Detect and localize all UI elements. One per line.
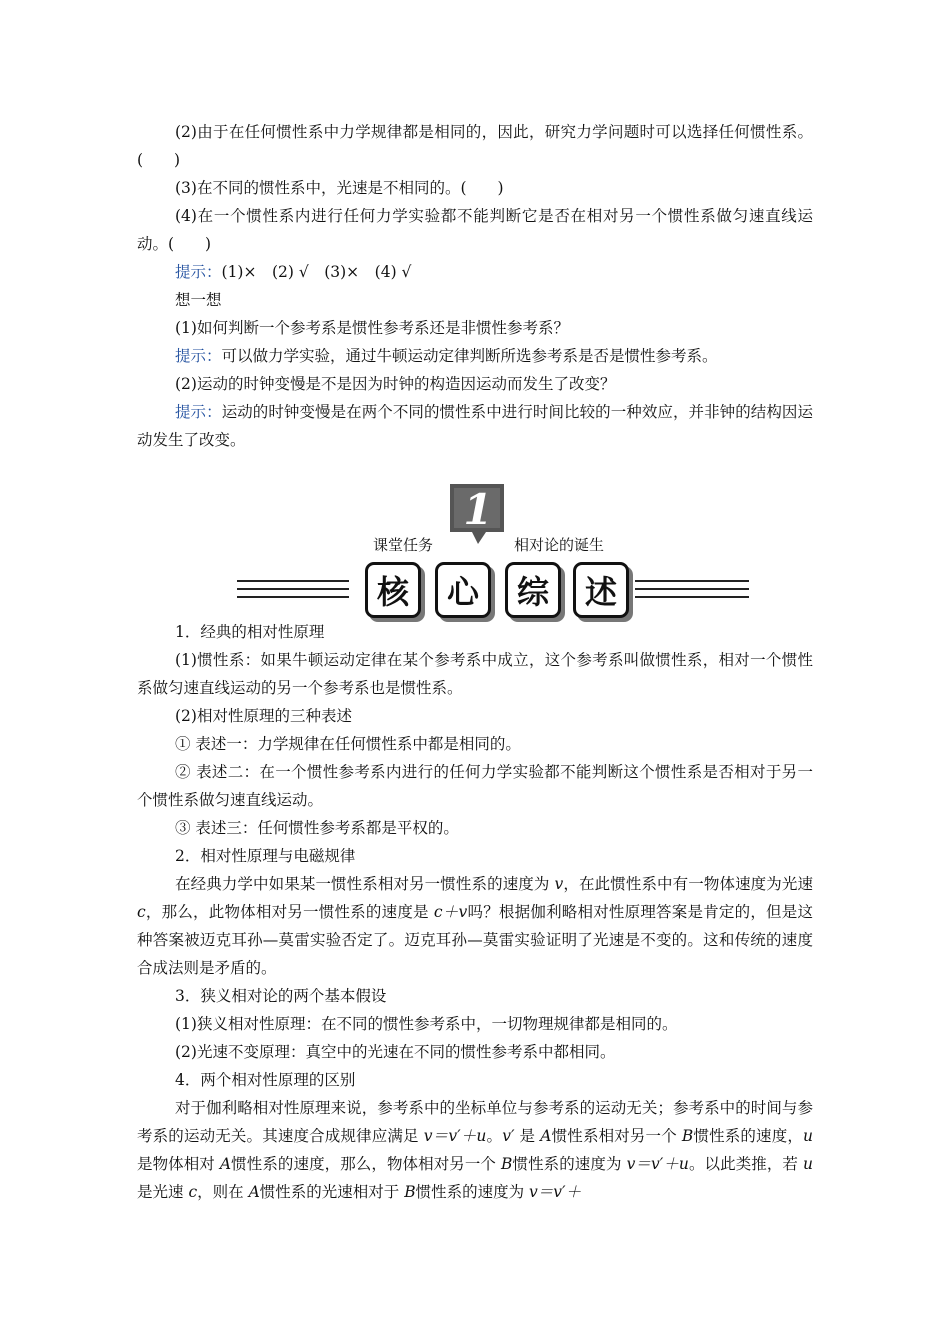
tip-answers: 提示：(1)× (2) √ (3)× (4) √ bbox=[175, 263, 412, 281]
section-1-title: 1．经典的相对性原理 bbox=[175, 623, 325, 641]
section-banner bbox=[237, 484, 749, 624]
question-4: (4)在一个惯性系内进行任何力学实验都不能判断它是否在相对另一个惯性系做匀速直线运动。( ) bbox=[137, 207, 813, 253]
question-3: (3)在不同的惯性系中，光速是不相同的。( ) bbox=[175, 179, 504, 197]
section-4-paragraph: 对于伽利略相对性原理来说，参考系中的坐标单位与参考系的运动无关；参考系中的时间与参考系的运动无关。其速度合成规律应满足 v＝v′＋u。v′ 是 A惯性系相对另一个 B惯性系的速度，u是物体相对 A惯性系的速度，那么，物体相对另一个 B惯性系的速度为 v＝v′＋u。以此类推，若 u是光速 c，则在 A惯性系的光速相对于 B惯性系的速度为 v＝v′＋ bbox=[137, 1099, 814, 1201]
think-heading: 想一想 bbox=[175, 291, 222, 309]
title-tile: 心 bbox=[435, 562, 491, 618]
section-1-paragraph: ① 表述一：力学规律在任何惯性系中都是相同的。 bbox=[175, 735, 521, 753]
left-rule bbox=[237, 580, 349, 582]
tip-label: 提示： bbox=[175, 403, 222, 421]
section-1-paragraph: ③ 表述三：任何惯性参考系都是平权的。 bbox=[175, 819, 459, 837]
right-rule bbox=[635, 580, 749, 582]
number-badge-icon bbox=[442, 484, 514, 550]
section-3-paragraph: (2)光速不变原理：真空中的光速在不同的惯性参考系中都相同。 bbox=[175, 1043, 616, 1061]
section-1-paragraph: (1)惯性系：如果牛顿运动定律在某个参考系中成立，这个参考系叫做惯性系，相对一个惯性系做匀速直线运动的另一个参考系也是惯性系。 bbox=[137, 651, 813, 697]
right-rule bbox=[635, 596, 749, 598]
banner-left-label: 课堂任务 bbox=[373, 536, 434, 554]
right-rule bbox=[635, 588, 749, 590]
badge-number: 1 bbox=[463, 485, 493, 534]
tip-label: 提示： bbox=[175, 347, 222, 365]
think-question-1: (1)如何判断一个参考系是惯性参考系还是非惯性参考系？ bbox=[175, 319, 569, 337]
section-3-title: 3．狭义相对论的两个基本假设 bbox=[175, 987, 387, 1005]
banner-right-label: 相对论的诞生 bbox=[514, 536, 605, 554]
section-2-title: 2．相对性原理与电磁规律 bbox=[175, 847, 356, 865]
title-tile: 综 bbox=[505, 562, 561, 618]
section-1-paragraph: ② 表述二：在一个惯性参考系内进行的任何力学实验都不能判断这个惯性系是否相对于另一个惯性系做匀速直线运动。 bbox=[137, 763, 813, 809]
section-1-paragraph: (2)相对性原理的三种表述 bbox=[175, 707, 352, 725]
left-rule bbox=[237, 596, 349, 598]
think-answer-1: 提示：可以做力学实验，通过牛顿运动定律判断所选参考系是否是惯性参考系。 bbox=[175, 347, 718, 365]
question-2: (2)由于在任何惯性系中力学规律都是相同的，因此，研究力学问题时可以选择任何惯性系。( ) bbox=[137, 123, 813, 169]
tip-label: 提示： bbox=[175, 263, 222, 281]
section-2-paragraph: 在经典力学中如果某一惯性系相对另一惯性系的速度为 v，在此惯性系中有一物体速度为光速 c，那么，此物体相对另一惯性系的速度是 c＋v吗？根据伽利略相对性原理答案是肯定的，但是这种答案被迈克耳孙—莫雷实验否定了。迈克耳孙—莫雷实验证明了光速是不变的。这和传统的速度合成法则是矛盾的。 bbox=[137, 875, 813, 977]
title-tile: 核 bbox=[365, 562, 421, 618]
think-question-2: (2)运动的时钟变慢是不是因为时钟的构造因运动而发生了改变？ bbox=[175, 375, 616, 393]
left-rule bbox=[237, 588, 349, 590]
think-answer-2: 提示：运动的时钟变慢是在两个不同的惯性系中进行时间比较的一种效应，并非钟的结构因运动发生了改变。 bbox=[137, 403, 813, 449]
section-4-title: 4．两个相对性原理的区别 bbox=[175, 1071, 356, 1089]
title-tile: 述 bbox=[573, 562, 629, 618]
section-3-paragraph: (1)狭义相对性原理：在不同的惯性参考系中，一切物理规律都是相同的。 bbox=[175, 1015, 678, 1033]
